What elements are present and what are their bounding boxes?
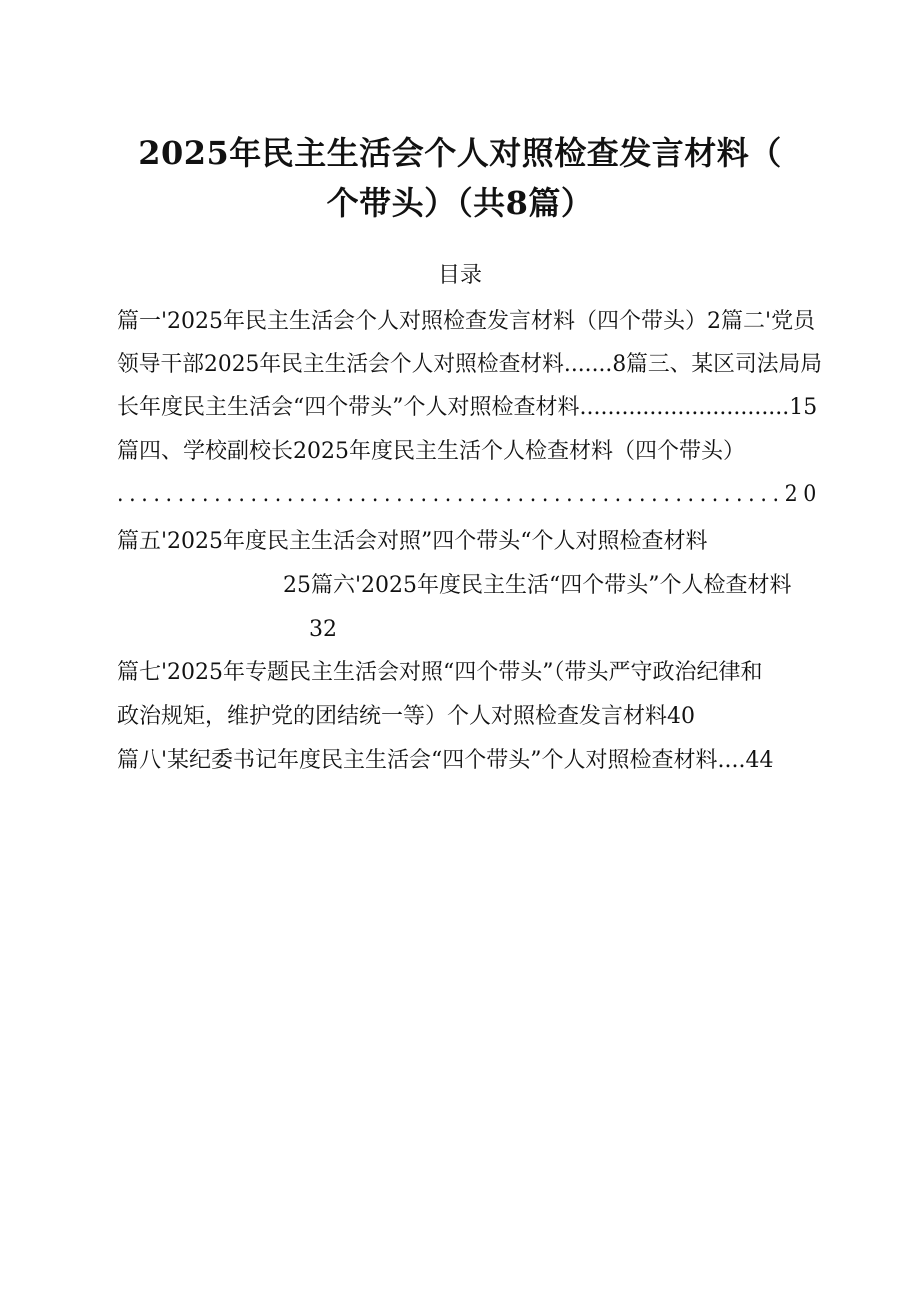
toc-line[interactable]: 篇四、学校副校长2025年度民主生活个人检查材料（四个带头）	[117, 439, 745, 464]
toc-dot-leader-line[interactable]: .......................................................20	[117, 482, 822, 507]
toc-line[interactable]: 政治规矩，维护党的团结统一等）个人对照检查发言材料40	[117, 704, 695, 729]
toc-line[interactable]: 篇五'2025年度民主生活会对照”四个带头“个人对照检查材料	[117, 529, 708, 554]
document-title-line-1: 2025年民主生活会个人对照检查发言材料（	[138, 134, 782, 172]
toc-line[interactable]: 领导干部2025年民主生活会个人对照检查材料.......8篇三、某区司法局局	[117, 352, 822, 377]
toc-line[interactable]: 篇七'2025年专题民主生活会对照“四个带头”（带头严守政治纪律和	[117, 660, 763, 685]
toc-line[interactable]: 长年度民主生活会“四个带头”个人对照检查材料..............................15	[117, 395, 818, 420]
toc-line[interactable]: 篇一'2025年民主生活会个人对照检查发言材料（四个带头）2篇二'党员	[117, 309, 816, 334]
document-title-line-2: 个带头）（共8篇）	[326, 184, 594, 222]
toc-heading: 目录	[437, 263, 482, 288]
toc-page-number[interactable]: 32	[309, 617, 337, 642]
toc-line[interactable]: 25篇六'2025年度民主生活“四个带头”个人检查材料	[283, 573, 792, 598]
toc-line[interactable]: 篇八'某纪委书记年度民主生活会“四个带头”个人对照检查材料....44	[117, 748, 774, 773]
